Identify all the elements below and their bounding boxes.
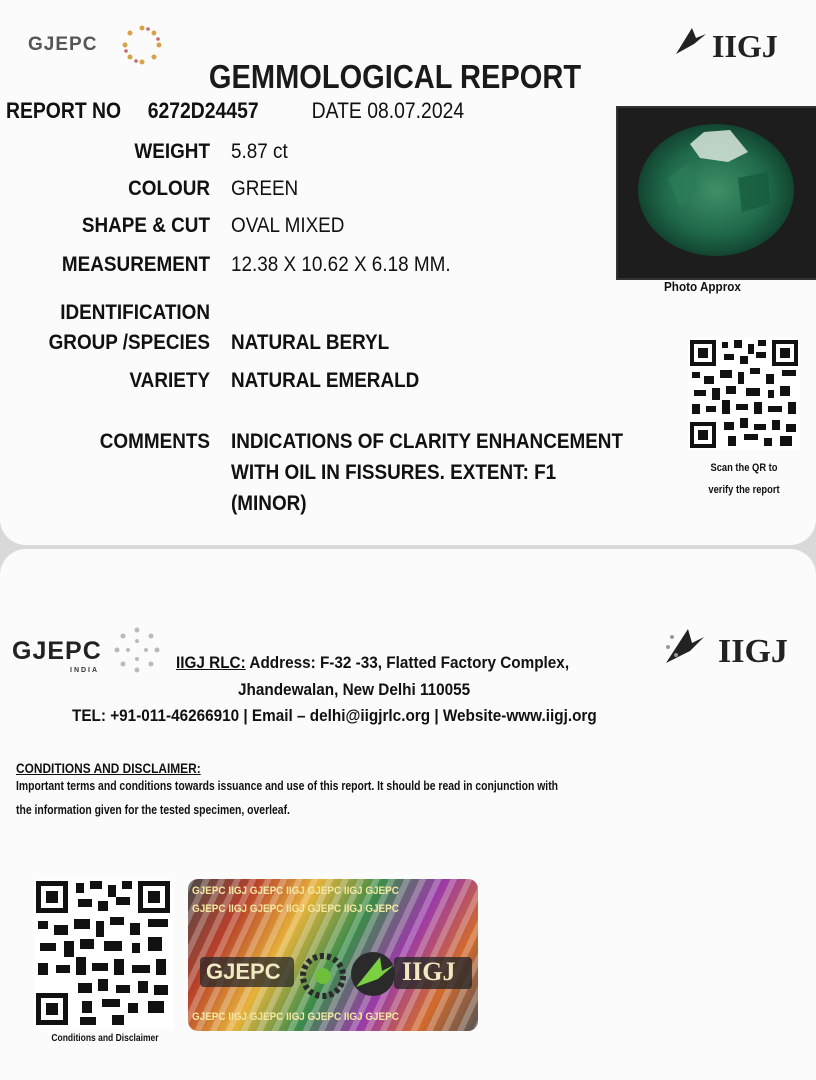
iigj-bird-icon (672, 24, 708, 60)
address-line-2: Jhandewalan, New Delhi 110055 (238, 680, 471, 699)
weight-label: WEIGHT (134, 140, 210, 163)
hologram-iigj-text: IIGJ (402, 957, 456, 986)
gem-photo (616, 106, 816, 280)
variety-label: VARIETY (129, 369, 210, 392)
back-iigj-logo-text: IIGJ (718, 633, 788, 670)
measurement-label: MEASUREMENT (61, 253, 210, 276)
comments-line-2: WITH OIL IN FISSURES. EXTENT: F1 (231, 461, 557, 484)
conditions-line-1: Important terms and conditions towards issuance and use of this report. It should be read in conjunction with (16, 778, 559, 793)
hologram-gjepc-text: GJEPC (206, 959, 281, 984)
back-gjepc-sub: INDIA (70, 667, 100, 674)
back-iigj-bird-icon (662, 625, 706, 669)
conditions-qr-code[interactable] (34, 879, 174, 1029)
report-no-row (6, 98, 464, 124)
hologram-repeat-1: GJEPC IIGJ GJEPC IIGJ GJEPC IIGJ GJEPC (192, 885, 399, 897)
colour-value: GREEN (231, 177, 299, 200)
report-no-value: 6272D24457 (147, 98, 259, 123)
security-hologram (188, 879, 478, 1031)
qr-code-icon (688, 338, 800, 450)
hologram-bird-icon (346, 947, 400, 1001)
measurement-value: 12.38 X 10.62 X 6.18 MM. (231, 253, 451, 276)
back-qr-caption: Conditions and Disclaimer (51, 1033, 159, 1044)
weight-value: 5.87 ct (231, 140, 288, 163)
hologram-repeat-2: GJEPC IIGJ GJEPC IIGJ GJEPC IIGJ GJEPC (192, 903, 399, 915)
qr-code-icon (34, 879, 174, 1029)
group-species-value: NATURAL BERYL (231, 331, 390, 354)
back-gjepc-sunburst-icon (112, 625, 162, 675)
date-label: DATE (311, 98, 362, 123)
address-text: Address: F-32 -33, Flatted Factory Complex, (245, 653, 570, 672)
date-value: 08.07.2024 (367, 98, 465, 123)
address-label: IIGJ RLC: (176, 653, 246, 672)
iigj-logo-text: IIGJ (712, 28, 778, 64)
report-no-label: REPORT NO (6, 98, 122, 123)
back-gjepc-logo-text: GJEPC (12, 637, 102, 665)
colour-label: COLOUR (128, 177, 210, 200)
gjepc-logo (28, 34, 97, 56)
gjepc-logo-text: GJEPC (28, 34, 98, 55)
comments-line-3: (MINOR) (231, 492, 307, 515)
hologram-iigj-badge (394, 957, 472, 989)
contact-line: TEL: +91-011-46266910 | Email – delhi@iigjrlc.org | Website-www.iigj.org (72, 706, 597, 725)
back-gjepc-logo (12, 637, 102, 674)
identification-label: IDENTIFICATION (60, 301, 210, 324)
conditions-line-2: the information given for the tested specimen, overleaf. (16, 802, 290, 817)
shape-cut-value: OVAL MIXED (231, 214, 345, 237)
emerald-image (618, 108, 816, 278)
variety-value: NATURAL EMERALD (231, 369, 420, 392)
report-back-card (0, 549, 816, 1080)
hologram-sunburst-icon (296, 949, 350, 1003)
comments-line-1: INDICATIONS OF CLARITY ENHANCEMENT (231, 430, 624, 453)
back-iigj-logo (662, 621, 807, 681)
hologram-repeat-3: GJEPC IIGJ GJEPC IIGJ GJEPC IIGJ GJEPC (192, 1011, 399, 1023)
qr-caption-1: Scan the QR to (710, 462, 778, 474)
shape-cut-label: SHAPE & CUT (81, 214, 210, 237)
group-species-label: GROUP /SPECIES (48, 331, 210, 354)
qr-caption-2: verify the report (708, 484, 780, 496)
hologram-gjepc-badge (200, 957, 294, 987)
report-title: GEMMOLOGICAL REPORT (208, 58, 582, 95)
conditions-title: CONDITIONS AND DISCLAIMER: (16, 760, 201, 776)
address-line-1 (176, 653, 569, 673)
verify-qr-code[interactable] (688, 338, 800, 450)
photo-caption: Photo Approx (664, 279, 741, 294)
comments-label: COMMENTS (99, 430, 210, 453)
